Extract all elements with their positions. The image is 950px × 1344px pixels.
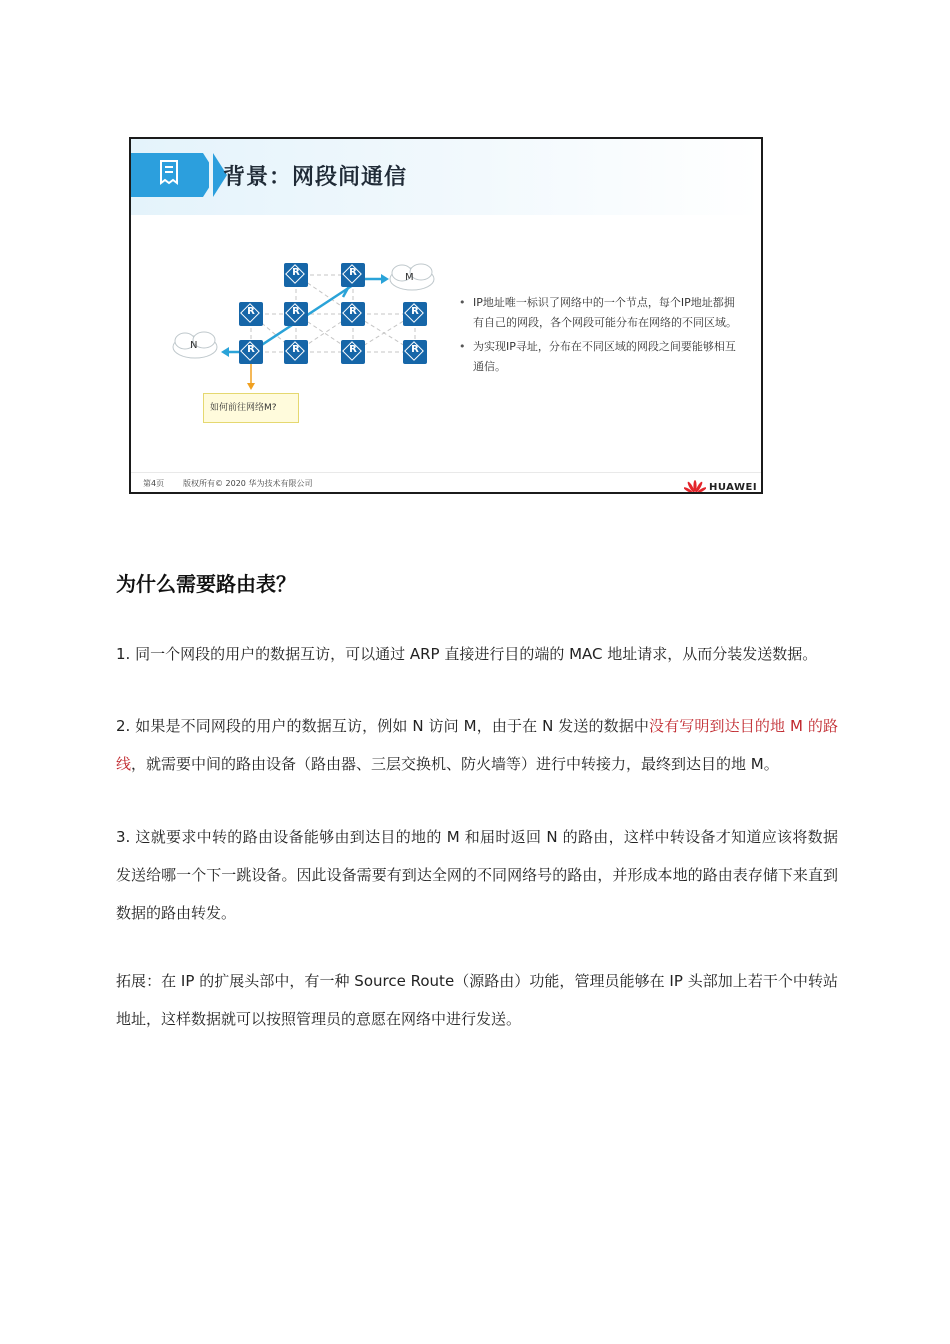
huawei-brand: HUAWEI [709, 482, 758, 493]
paragraph-extension: 拓展：在 IP 的扩展头部中，有一种 Source Route（源路由）功能，管理员能够在 IP 头部加上若干个中转站地址，这样数据就可以按照管理员的意愿在网络中进行发送。 [116, 972, 838, 1028]
arrow-to-n [221, 347, 229, 357]
cloud-n-label: N [190, 340, 198, 351]
dashed-links [251, 275, 415, 352]
question-callout: 如何前往网络M? [203, 393, 299, 423]
paragraph-3: 3. 这就要求中转的路由设备能够由到达目的地的 M 和届时返回 N 的路由，这样中转设备才知道应该将数据发送给哪一个下一跳设备。因此设备需要有到达全网的不同网络号的路由，并形成本地的路由表存储下来直到数据的路由转发。 [116, 828, 838, 922]
page-number: 第4页 [143, 479, 165, 488]
router-icon: R [239, 340, 263, 364]
router-icon: R [403, 302, 427, 326]
bullet-item: • 为实现IP寻址，分布在不同区域的网段之间要能够相互通信。 [457, 337, 737, 377]
router-icon: R [239, 302, 263, 326]
router-icon: R [341, 263, 365, 287]
arrow-to-m [381, 274, 389, 284]
copyright: 版权所有© 2020 华为技术有限公司 [183, 479, 313, 488]
router-icon: R [284, 340, 308, 364]
router-icon: R [403, 340, 427, 364]
slide-image [129, 137, 763, 494]
slide-bullets [457, 293, 737, 381]
router-icon: R [284, 263, 308, 287]
section-heading: 为什么需要路由表？ [116, 572, 296, 596]
paragraph-2 [116, 707, 838, 783]
cloud-m-label: M [405, 272, 414, 283]
paragraph-1: 1. 同一个网段的用户的数据互访，可以通过 ARP 直接进行目的端的 MAC 地址请求，从而分装发送数据。 [116, 645, 818, 663]
router-icon: R [341, 340, 365, 364]
router-icon: R [341, 302, 365, 326]
paragraph-2-text: 2. 如果是不同网段的用户的数据互访，例如 N 访问 M，由于在 N 发送的数据中 [116, 717, 649, 735]
paragraph-2-highlight: 没有写明到达目的地 M 的路线 [116, 717, 838, 773]
question-arrow [247, 383, 255, 390]
slide-title: 背景：网段间通信 [223, 165, 408, 190]
huawei-logo-icon [684, 480, 706, 494]
footer-divider [131, 472, 761, 473]
router-icon: R [284, 302, 308, 326]
paragraph-2-text-end: ，就需要中间的路由设备（路由器、三层交换机、防火墙等）进行中转接力，最终到达目的地 M。 [131, 755, 779, 773]
bullet-item: • IP地址唯一标识了网络中的一个节点，每个IP地址都拥有自己的网段，各个网段可能分布在网络的不同区域。 [457, 293, 737, 333]
